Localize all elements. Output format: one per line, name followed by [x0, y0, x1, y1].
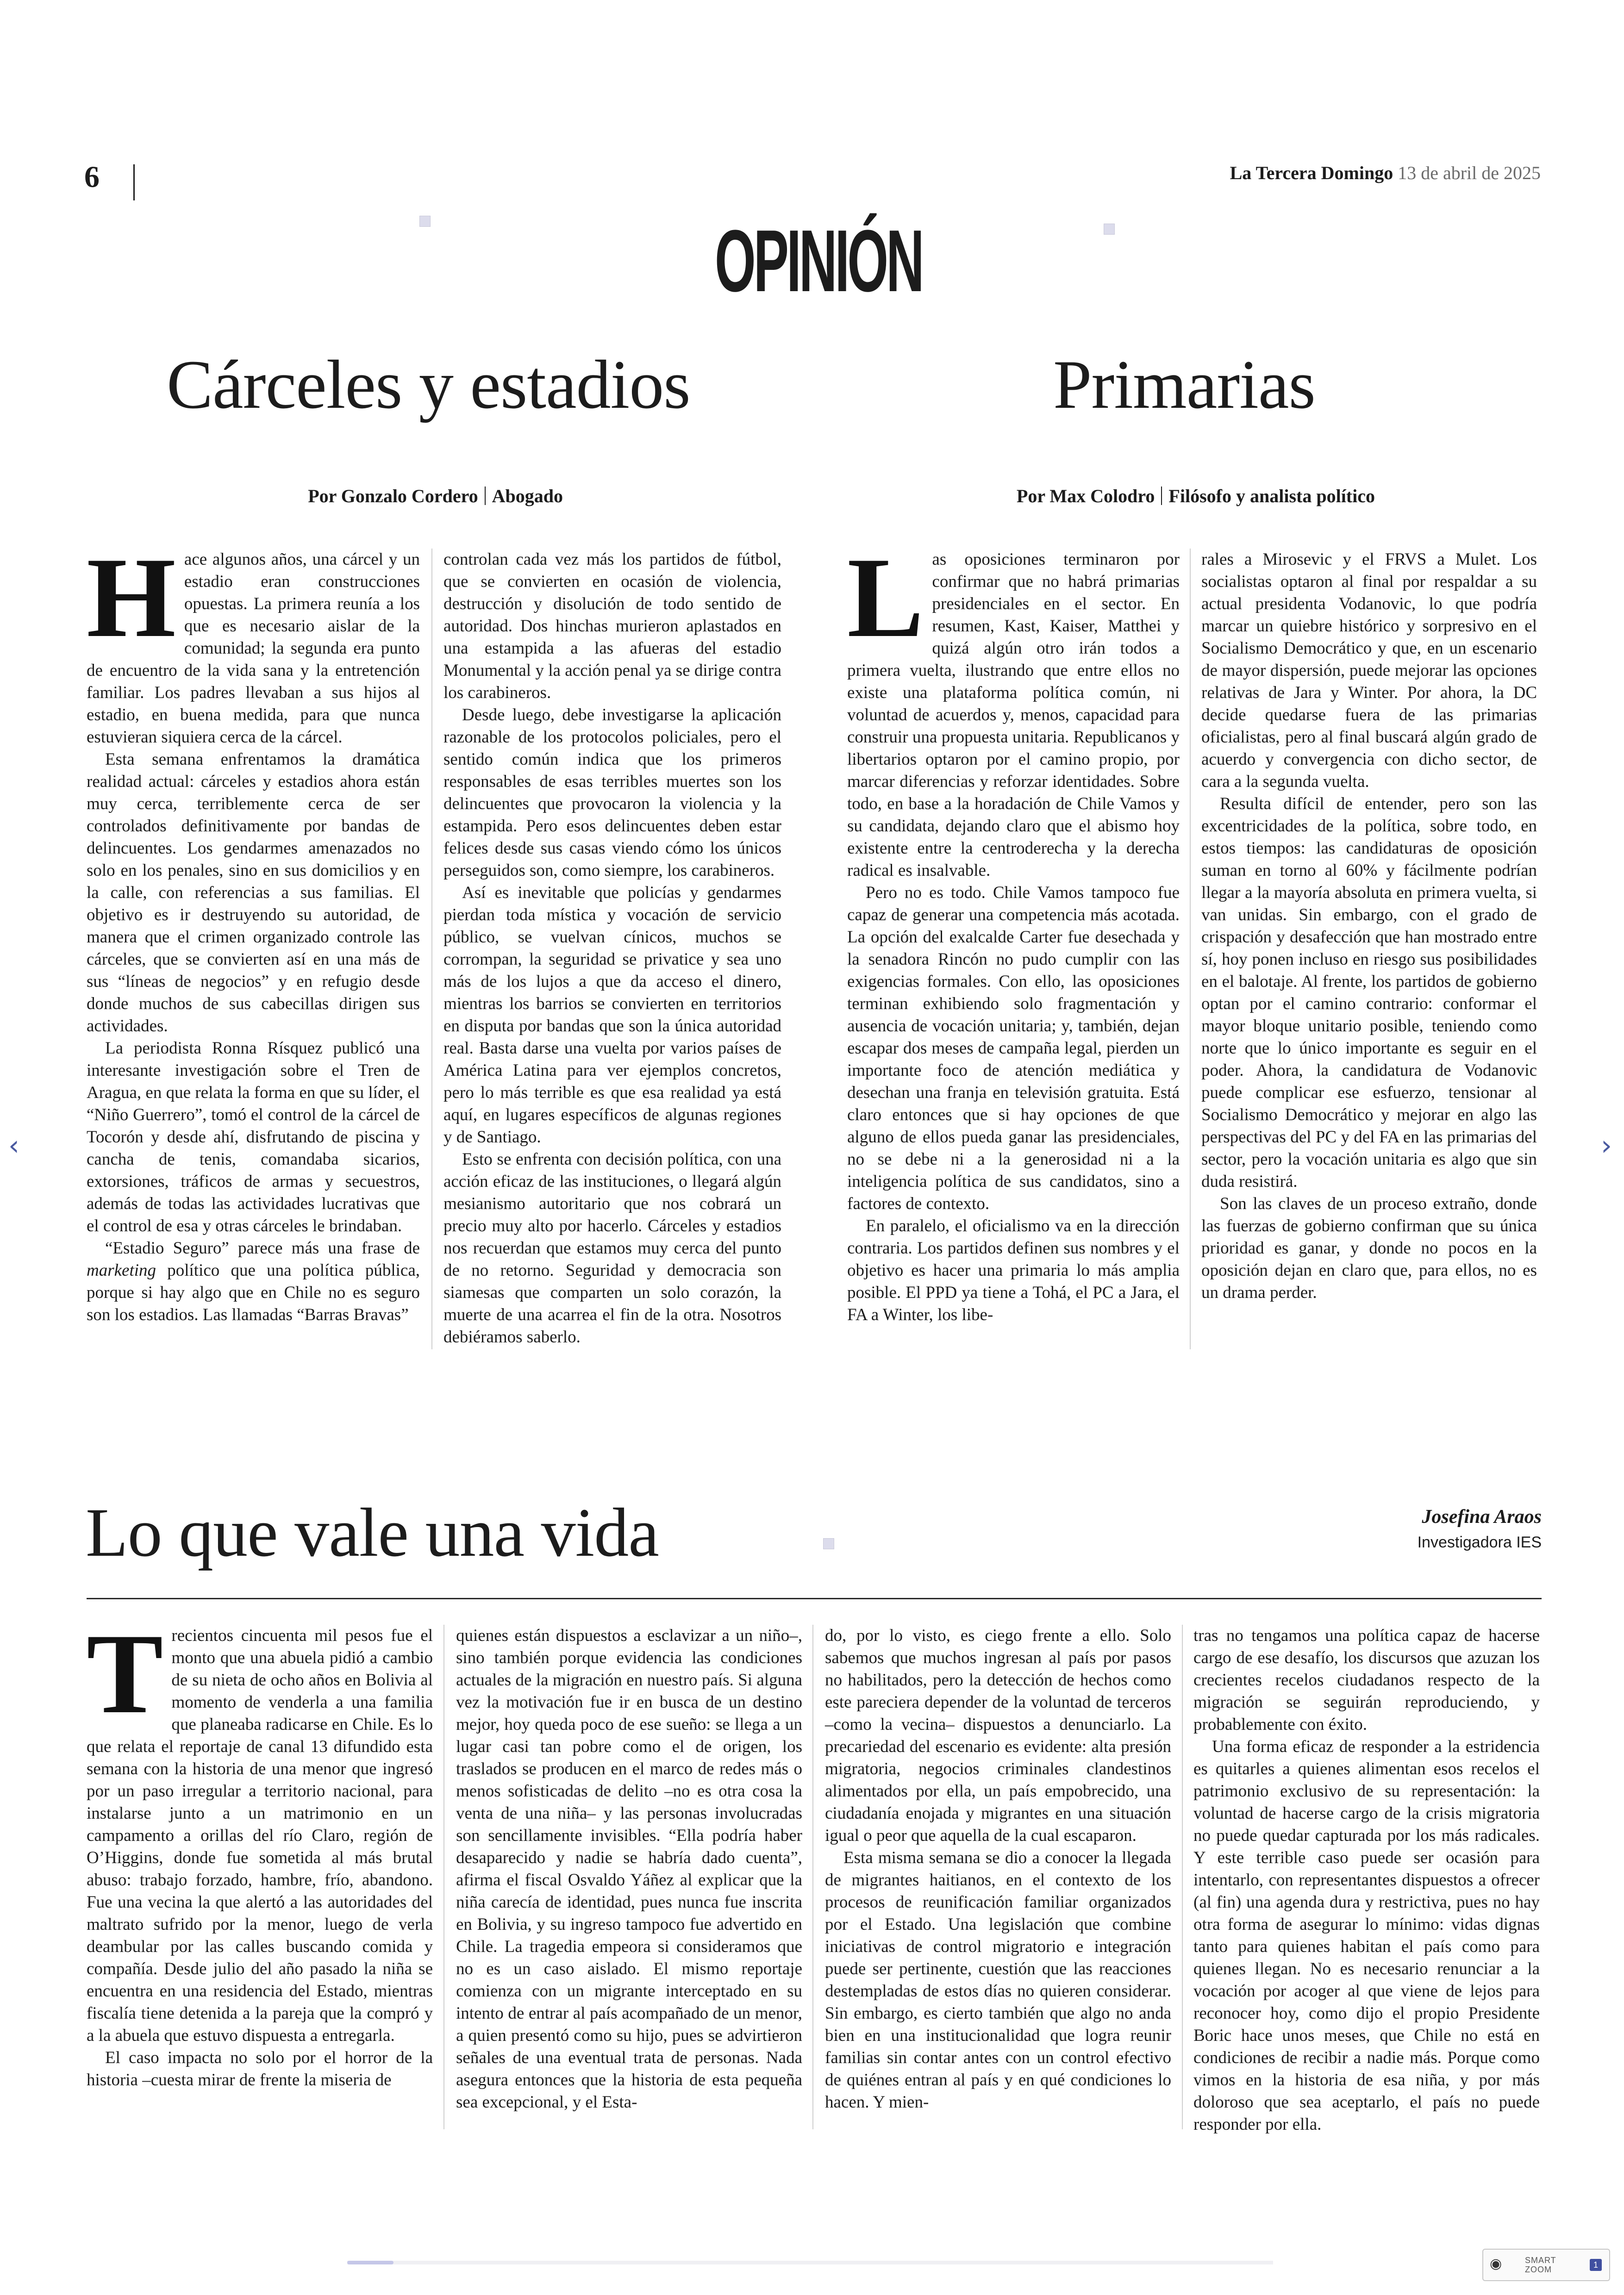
- paragraph: En paralelo, el oficialismo va en la dirección contraria. Los partidos definen sus nombres y el objetivo es hacer una primaria lo más amplia posible. El PPD ya tiene a Tohá, el PC a Jara, el FA a Winter, los libe-: [847, 1216, 1180, 1324]
- paragraph: tras no tengamos una política capaz de hacerse cargo de ese desafío, los discursos que azuzan los crecientes recelos ciudadanos respecto de la migración se seguirán reproduciendo, y probablemente con éxito.: [1193, 1626, 1540, 1734]
- drop-cap: T: [87, 1610, 163, 1737]
- paragraph: rales a Mirosevic y el FRVS a Mulet. Los socialistas optaron al final por respaldar a su actual presidenta Vodanovic, lo que podría marcar un quiebre histórico y sorpresivo en el Socialismo Democrático y que, en un escenario de mayor dispersión, puede mejorar las opciones relativas de Jara y Winter. Por ahora, la DC decide quedarse fuera de las primarias oficialistas, pero al final buscará algún grado de acuerdo y convergencia con dicho sector, de cara a la segunda vuelta.: [1201, 550, 1537, 791]
- masthead: [1230, 162, 1541, 184]
- article-column: [1201, 549, 1537, 1304]
- author-role: Filósofo y analista político: [1168, 486, 1375, 506]
- article-column: [825, 1625, 1171, 2114]
- smart-zoom-label-line1: SMART: [1525, 2256, 1556, 2265]
- author-name: Por Max Colodro: [1016, 486, 1155, 506]
- section-divider: [87, 1598, 1542, 1599]
- page-progress-fill: [347, 2261, 394, 2264]
- drop-cap: H: [87, 534, 176, 661]
- column-divider: [1182, 1625, 1183, 2129]
- paragraph: [87, 1237, 420, 1326]
- paragraph: El caso impacta no solo por el horror de la historia –cuesta mirar de frente la miseria de: [87, 2048, 433, 2089]
- section-title: OPINIÓN: [715, 212, 922, 310]
- paragraph: Desde luego, debe investigarse la aplicación razonable de los protocolos policiales, pero el sentido común indica que los primeros responsables de esas terribles muertes son los delincuentes que provocaron la violencia y la estampida. Pero esos delincuentes deben estar felices desde sus casas viendo cómo los únicos perseguidos son, como siempre, los carabineros.: [443, 705, 781, 880]
- author-name: Josefina Araos: [1422, 1506, 1542, 1528]
- paragraph: Son las claves de un proceso extraño, donde las fuerzas de gobierno confirman que su única prioridad es ganar, y donde no pocos en la oposición dejan en claro que, para ellos, no es un drama perder.: [1201, 1194, 1537, 1302]
- author-role: Abogado: [492, 486, 563, 506]
- byline-divider: [1161, 486, 1162, 505]
- paragraph: quienes están dispuestos a esclavizar a un niño–, sino también porque evidencia las condiciones actuales de la migración en nuestro país. Si alguna vez la motivación fue ir en busca de un destino mejor, hoy queda poco de ese sueño: se llega a un lugar casi tan pobre como el de origen, los traslados se producen en el marco de redes más o menos sofisticadas de delito –no es otra cosa la venta de una niña– y las personas involucradas son sencillamente invisibles. “Ella podría haber desaparecido y nadie se habría dado cuenta”, afirma el fiscal Osvaldo Yáñez al explicar que la niña carecía de identidad, pues nunca fue inscrita en Bolivia, y su ingreso tampoco fue advertido en Chile. La tragedia empeora si consideramos que no es un caso aislado. El mismo reportaje comienza con un migrante interceptado en su intento de entrar al país acompañado de un menor, a quien presentó como su hijo, pues se advirtieron señales de una eventual trata de personas. Nada asegura entonces que la historia de esta pequeña sea excepcional, y el Esta-: [456, 1626, 802, 2112]
- bookmark-marker-icon[interactable]: [1104, 224, 1115, 235]
- article-byline: [926, 485, 1375, 507]
- smart-zoom-label-line2: ZOOM: [1525, 2265, 1552, 2274]
- paragraph: controlan cada vez más los partidos de fútbol, que se convierten en ocasión de violencia, destrucción y disolución de todo sentido de autoridad. Dos hinchas murieron aplastados en una estampida a las afueras del estadio Monumental y la acción penal ya se dirige contra los carabineros.: [443, 550, 781, 702]
- article-title: Lo que vale una vida: [86, 1494, 659, 1571]
- drop-cap: L: [847, 534, 924, 661]
- smart-zoom-label: [1525, 2256, 1556, 2274]
- paragraph: recientos cincuenta mil pesos fue el monto que una abuela pidió a cambio de su nieta de ocho años en Bolivia al momento de venderla a una familia que planeaba radicarse en Chile. Es lo que relata el reportaje de canal 13 difundido esta semana con la historia de una menor que ingresó por un paso irregular a territorio nacional, para instalarse junto a un matrimonio en un campamento a orillas del río Claro, región de O’Higgins, donde fue sometida al más brutal abuso: trabajo forzado, hambre, frío, abandono. Fue una vecina la que alertó a las autoridades del maltrato sufrido por la menor, luego de verla deambular por las calles buscando comida y compañía. Desde julio del año pasado la niña se encuentra en una residencia del Estado, mientras fiscalía tiene detenida a la pareja que la compró y a la abuela que estuvo dispuesta a entregarla.: [87, 1626, 433, 2045]
- article-title: Cárceles y estadios: [167, 346, 690, 423]
- page-number-divider: [133, 164, 135, 200]
- article-title: Primarias: [1053, 346, 1315, 423]
- article-column: [87, 1610, 433, 2091]
- author-role: Investigadora IES: [1417, 1534, 1542, 1551]
- page-progress-bar[interactable]: [347, 2261, 1273, 2264]
- previous-page-icon[interactable]: ‹: [8, 1129, 19, 1162]
- next-page-icon[interactable]: ›: [1601, 1129, 1612, 1162]
- paragraph: Esta semana enfrentamos la dramática realidad actual: cárceles y estadios ahora están muy cerca, terriblemente cerca de ser controlados definitivamente por bandas de delincuentes. Los gendarmes amenazados no solo en los penales, sino en sus domicilios y en la calle, con referencias a sus familias. El objetivo es ir destruyendo su autoridad, de manera que el crimen organizado controle las cárceles, que se convierten así en una más de sus “líneas de negocios” y en refugio desde donde muchos de sus cabecillas dirigen sus actividades.: [87, 750, 420, 1035]
- publication-date: 13 de abril de 2025: [1398, 162, 1541, 183]
- paragraph: Pero no es todo. Chile Vamos tampoco fue capaz de generar una competencia más acotada. La opción del exalcalde Carter fue desechada y la senadora Rincón no pudo cumplir con las exigencias formales. Con ello, las oposiciones terminan exhibiendo solo fragmentación y ausencia de vocación unitaria; y, también, dejan escapar dos meses de campaña legal, pierden un importante foco de atención mediática y desechan una franja en televisión gratuita. Está claro entonces que si hay opciones de que alguno de ellos pueda ganar las presidenciales, no se debe ni a la generosidad ni a la inteligencia política de sus candidatos, sino a factores de contexto.: [847, 883, 1180, 1213]
- byline-divider: [485, 486, 486, 505]
- column-divider: [431, 549, 432, 1349]
- eye-icon: ◉: [1490, 2256, 1502, 2271]
- paragraph: Así es inevitable que policías y gendarmes pierdan toda mística y vocación de servicio público, se vuelvan cínicos, muchos se corrompan, la seguridad se privatice y sea uno más de los lujos a que da acceso el dinero, mientras los barrios se convierten en territorios en disputa por bandas que son la única autoridad real. Basta darse una vuelta por varios países de América Latina para ver ejemplos concretos, pero lo más terrible es que esa realidad ya está aquí, en lugares específicos de algunas regiones y de Santiago.: [443, 883, 781, 1147]
- bookmark-marker-icon[interactable]: [419, 216, 431, 227]
- paragraph: La periodista Ronna Rísquez publicó una interesante investigación sobre el Tren de Aragua, en que relata la forma en que su líder, el “Niño Guerrero”, tomó el control de la cárcel de Tocorón y desde ahí, disfrutando de piscina y cancha de tenis, comandaba sicarios, extorsiones, tráficos de armas y secuestros, además de todas las actividades lucrativas que el control de esa y otras cárceles le brindaban.: [87, 1039, 420, 1235]
- paragraph-text: político que una política pública, porque si hay algo que en Chile no es seguro son los estadios. Las llamadas “Barras Bravas”: [87, 1261, 420, 1324]
- smart-zoom-count-badge: 1: [1590, 2259, 1602, 2271]
- page-number: 6: [84, 160, 100, 194]
- paragraph: ace algunos años, una cárcel y un estadio eran construcciones opuestas. La primera reunía a los que es necesario aislar de la comunidad; la segunda era punto de encuentro de la vida sana y la entretención familiar. Los padres llevaban a sus hijos al estadio, en buena medida, para que nunca estuvieran siquiera cerca de la cárcel.: [87, 550, 420, 747]
- smart-zoom-button[interactable]: [1482, 2249, 1610, 2281]
- column-divider: [443, 1625, 444, 2129]
- emphasis-text: marketing: [87, 1261, 156, 1280]
- publication-name: La Tercera Domingo: [1230, 162, 1393, 183]
- article-column: [456, 1625, 802, 2114]
- paragraph: Resulta difícil de entender, pero son las excentricidades de la política, sobre todo, en estos tiempos: las candidaturas de oposición suman en torno al 60% y fácilmente podrían llegar a la mayoría absoluta en primera vuelta, si van unidas. Sin embargo, con el grado de crispación y desafección que han mostrado entre sí, hoy ponen incluso en riesgo sus posibilidades en el balotaje. Al frente, los partidos de gobierno optan por el camino contrario: conformar el mayor bloque unitario posible, teniendo como norte que lo único importante es seguir en el poder. Ahora, la candidatura de Vodanovic puede complicar ese esfuerzo, tensionar al Socialismo Democrático y mejorar en algo las perspectivas del PC y del FA en las primarias del sector, pero la vocación unitaria es algo que sin duda resistirá.: [1201, 794, 1537, 1191]
- paragraph: Esto se enfrenta con decisión política, con una acción eficaz de las instituciones, o llegará algún mesianismo autoritario que nos cobrará un precio muy alto por hacerlo. Cárceles y estadios nos recuerdan que estamos muy cerca del punto de no retorno. Seguridad y democracia son siamesas que comparten un solo corazón, la muerte de una acarrea el fin de la otra. Nosotros debiéramos saberlo.: [443, 1150, 781, 1347]
- author-name: Por Gonzalo Cordero: [308, 486, 478, 506]
- article-column: [87, 534, 420, 1326]
- paragraph: Una forma eficaz de responder a la estridencia es quitarles a quienes alimentan esos recelos el patrimonio exclusivo de su representación: la voluntad de hacerse cargo de la crisis migratoria no puede quedar capturada por los más radicales. Y este terrible caso puede ser ocasión para intentarlo, con representantes dispuestos a ofrecer (al fin) una agenda dura y restrictiva, pues no hay otra forma de asegurar lo mínimo: vidas dignas tanto para quienes habitan el país como para quienes llegan. No es necesario renunciar a la vocación por acoger al que viene de lejos para reconocer hoy, como dijo el propio Presidente Boric hace unos meses, que Chile no está en condiciones de recibir a nadie más. Porque como vimos en la historia de esa niña, y por más doloroso que sea aceptarlo, el país no puede responder por ella.: [1193, 1737, 1540, 2134]
- paragraph-text: “Estadio Seguro” parece más una frase de: [105, 1239, 420, 1258]
- article-column: [443, 549, 781, 1348]
- paragraph: do, por lo visto, es ciego frente a ello. Solo sabemos que muchos ingresan al país por pasos no habilitados, pero la detección de hechos como este pareciera depender de la voluntad de terceros –como la vecina– dispuestos a denunciarlo. La precariedad del escenario es evidente: alta presión migratoria, negocios criminales clandestinos alimentados por ella, un país empobrecido, una ciudadanía enojada y migrantes en una situación igual o peor que aquella de la cual escaparon.: [825, 1626, 1171, 1845]
- paragraph: as oposiciones terminaron por confirmar que no habrá primarias presidenciales en el sector. En resumen, Kast, Kaiser, Matthei y quizá algún otro irán todos a primera vuelta, ilustrando que entre ellos no existe una plataforma política común, ni voluntad de acuerdos y, menos, capacidad para construir una propuesta unitaria. Republicanos y libertarios optaron por el camino propio, por marcar diferencias y reforzar identidades. Sobre todo, en base a la horadación de Chile Vamos y su candidata, dejando claro que el abismo hoy existente entre la centroderecha y la derecha radical es insalvable.: [847, 550, 1180, 880]
- column-divider: [1190, 549, 1191, 1349]
- column-divider: [812, 1625, 813, 2129]
- article-column: [847, 534, 1180, 1326]
- article-column: [1193, 1625, 1540, 2136]
- article-byline: [185, 485, 563, 507]
- bookmark-marker-icon[interactable]: [823, 1538, 834, 1549]
- paragraph: Esta misma semana se dio a conocer la llegada de migrantes haitianos, en el contexto de los procesos de reunificación familiar organizados por el Estado. Una legislación que combine iniciativas de control migratorio e integración puede ser pertinente, cuestión que las reacciones destempladas de estos días no quieren considerar. Sin embargo, es cierto también que algo no anda bien en una institucionalidad que logra reunir familias sin contar antes con un control efectivo de quiénes entran al país y en qué condiciones lo hacen. Y mien-: [825, 1848, 1171, 2112]
